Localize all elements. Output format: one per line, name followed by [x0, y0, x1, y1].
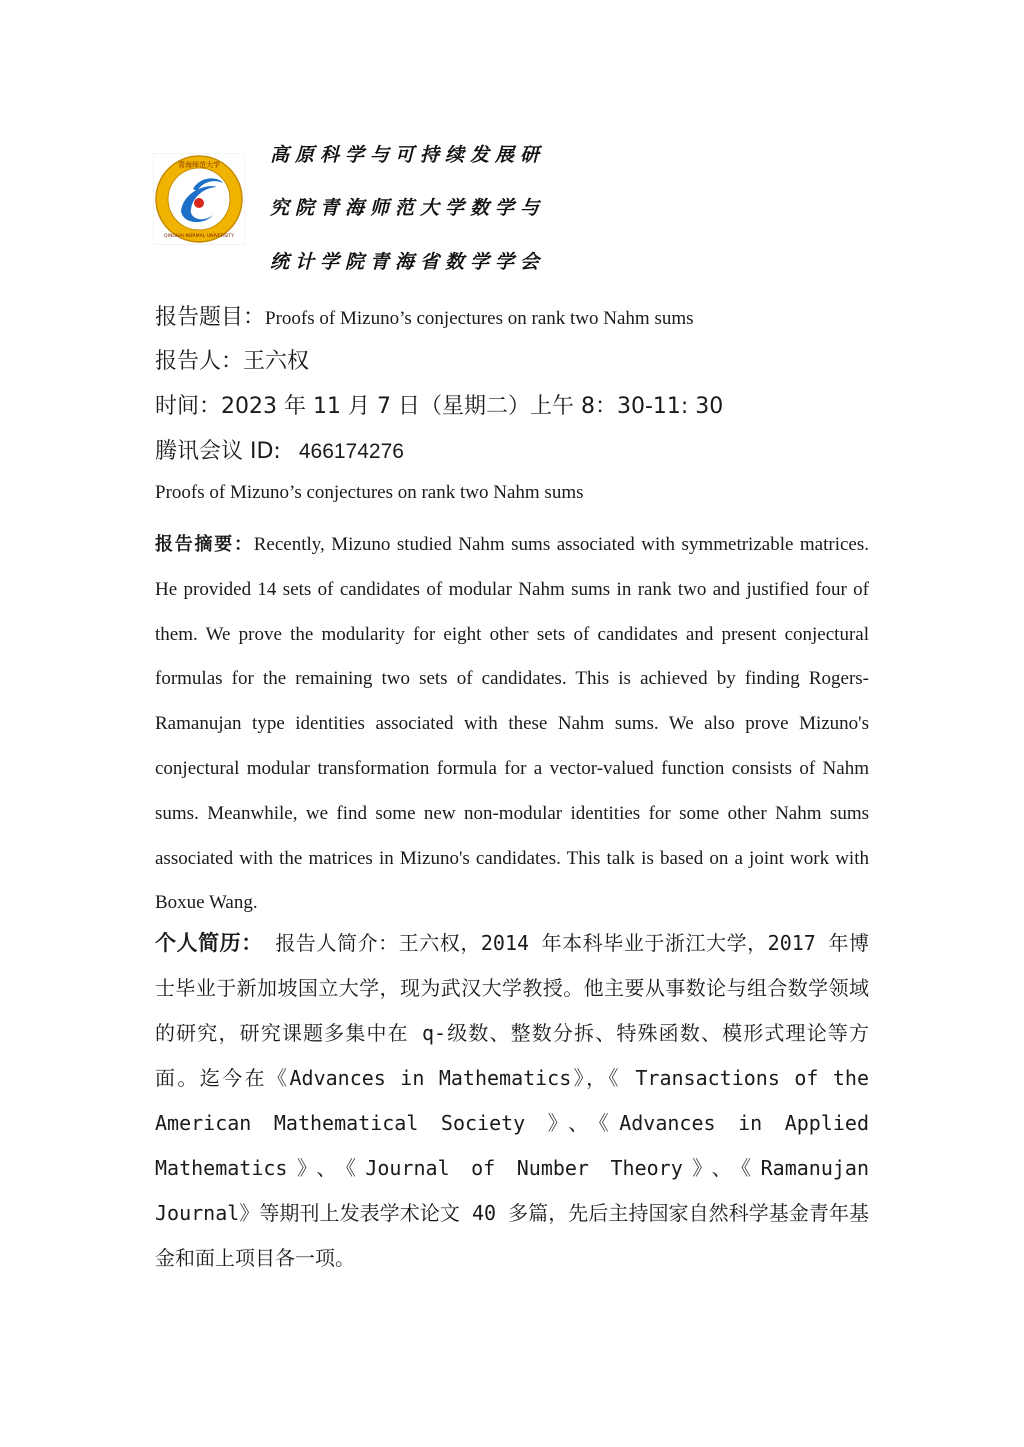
meeting-row	[155, 434, 404, 465]
org-line-3: 统计学院青海省数学学会	[270, 251, 546, 273]
time-label: 时间：	[155, 394, 222, 419]
logo-en-text: QINGHAI NORMAL UNIVERSITY	[163, 234, 235, 239]
abstract-label: 报告摘要：	[155, 534, 254, 555]
bio-label: 个人简历：	[155, 931, 263, 955]
abstract-text: Recently, Mizuno studied Nahm sums associated with symmetrizable matrices. He provided 14 sets of candidates of modular Nahm sums in rank two and justified four of them. We prove the modularity for eight other sets of candidates and present conjectural formulas for the remaining two sets of candidates. This is achieved by finding Rogers-Ramanujan type identities associated with these Nahm sums. We also prove Mizuno's conjectural modular transformation formula for a vector-valued function consists of Nahm sums. Meanwhile, we find some new non-modular identities for some other Nahm sums associated with the matrices in Mizuno's candidates. This talk is based on a joint work with Boxue Wang.	[155, 534, 869, 914]
talk-title-label: 报告题目：	[155, 305, 266, 330]
university-logo	[153, 153, 245, 245]
bio-paragraph	[155, 921, 869, 1281]
speaker-label: 报告人：	[155, 349, 244, 374]
time-value: 2023 年 11 月 7 日（星期二）上午 8：30-11: 30	[221, 394, 724, 419]
meeting-id: 466174276	[298, 440, 404, 463]
meeting-label: 腾讯会议 ID:	[155, 439, 281, 464]
talk-title-row	[155, 300, 694, 331]
time-row	[155, 389, 723, 420]
bio-text: 报告人简介：王六权，2014 年本科毕业于浙江大学，2017 年博士毕业于新加坡国立大学，现为武汉大学教授。他主要从事数论与组合数学领域的研究，研究课题多集中在 q-级数、整数分拆、特殊函数、模形式理论等方面。迄今在《Advances in Mathematics》，《 Transactions of the American Mathematical Society 》、《Advances in Applied Mathematics》、《Journal of Number Theory》、《Ramanujan Journal》等期刊上发表学术论文 40 多篇，先后主持国家自然科学基金青年基金和面上项目各一项。	[155, 931, 869, 1270]
speaker-row	[155, 344, 309, 375]
logo-cn-text: 青海师范大学	[178, 161, 220, 169]
org-line-2: 究院青海师范大学数学与	[270, 197, 546, 219]
talk-title-value: Proofs of Mizuno’s conjectures on rank two Nahm sums	[265, 308, 694, 329]
org-line-1: 高原科学与可持续发展研	[270, 144, 546, 166]
speaker-name: 王六权	[243, 349, 310, 374]
subtitle: Proofs of Mizuno’s conjectures on rank two Nahm sums	[155, 482, 584, 503]
abstract-paragraph	[155, 523, 869, 926]
